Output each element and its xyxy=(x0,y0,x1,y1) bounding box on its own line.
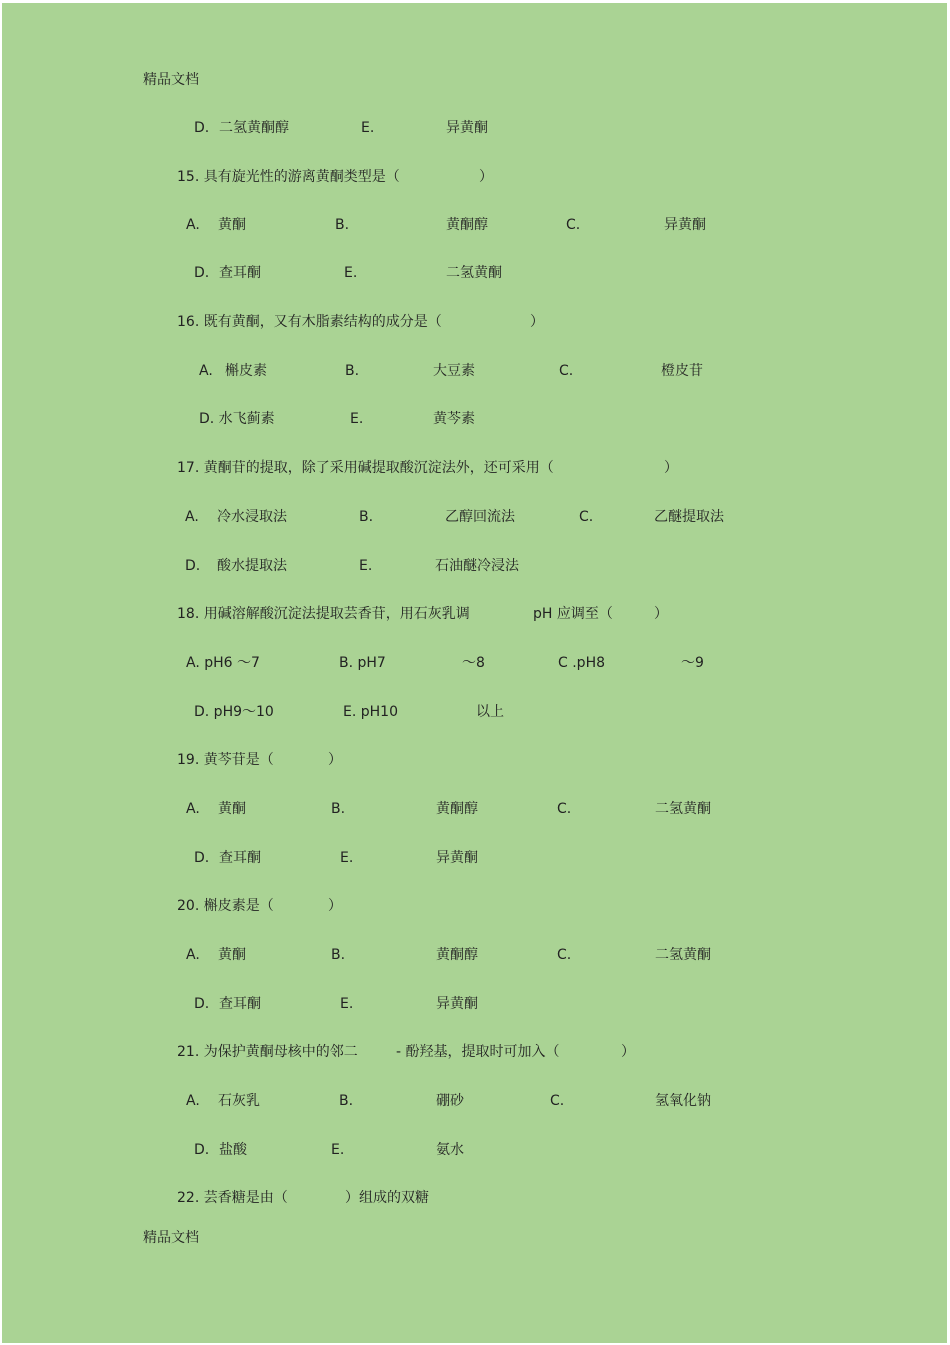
q21-option-d: 盐酸 xyxy=(219,1142,247,1158)
q18-option-b-tail: ～8 xyxy=(462,655,485,671)
q17-option-b-label: B. xyxy=(359,509,374,525)
q20-stem: 20. 槲皮素是（ xyxy=(177,898,274,914)
q19-option-b-label: B. xyxy=(331,801,346,817)
watermark-bottom: 精品文档 xyxy=(143,1230,199,1246)
q21-option-c: 氢氧化钠 xyxy=(655,1093,711,1109)
q17-stem: 17. 黄酮苷的提取，除了采用碱提取酸沉淀法外，还可采用（ xyxy=(177,460,554,476)
q19-option-a: 黄酮 xyxy=(218,801,246,817)
q20-option-e-label: E. xyxy=(340,996,354,1012)
q21-close: ） xyxy=(621,1044,635,1060)
q18-option-e-tail: 以上 xyxy=(476,704,504,720)
q21-option-e: 氨水 xyxy=(436,1142,464,1158)
document-page xyxy=(2,3,947,1343)
q19-option-d: 查耳酮 xyxy=(219,850,261,866)
q19-option-b: 黄酮醇 xyxy=(436,801,478,817)
q16-option-c-label: C. xyxy=(559,363,574,379)
q20-option-e: 异黄酮 xyxy=(436,996,478,1012)
q15-option-d-label: D. xyxy=(194,265,210,281)
q16-option-c: 橙皮苷 xyxy=(661,363,703,379)
q15-stem: 15. 具有旋光性的游离黄酮类型是（ xyxy=(177,169,400,185)
q15-option-e-label: E. xyxy=(344,265,358,281)
q16-option-e: 黄芩素 xyxy=(433,411,475,427)
q14-option-e: 异黄酮 xyxy=(446,120,488,136)
q21-option-d-label: D. xyxy=(194,1142,210,1158)
q15-option-c-label: C. xyxy=(566,217,581,233)
q20-option-a: 黄酮 xyxy=(218,947,246,963)
q19-option-e: 异黄酮 xyxy=(436,850,478,866)
q17-option-e: 石油醚冷浸法 xyxy=(435,558,519,574)
q17-option-a: 冷水浸取法 xyxy=(217,509,287,525)
q19-option-d-label: D. xyxy=(194,850,210,866)
q16-option-a-label: A. xyxy=(199,363,213,379)
q15-option-b-label: B. xyxy=(335,217,350,233)
q16-stem: 16. 既有黄酮，又有木脂素结构的成分是（ xyxy=(177,314,442,330)
q19-stem: 19. 黄芩苷是（ xyxy=(177,752,274,768)
q15-option-e: 二氢黄酮 xyxy=(446,265,502,281)
q17-option-b: 乙醇回流法 xyxy=(445,509,515,525)
q21-option-b-label: B. xyxy=(339,1093,354,1109)
q21-option-b: 硼砂 xyxy=(436,1093,464,1109)
q20-close: ） xyxy=(328,898,342,914)
q20-option-a-label: A. xyxy=(186,947,200,963)
q21-option-a: 石灰乳 xyxy=(218,1093,260,1109)
q20-option-c: 二氢黄酮 xyxy=(655,947,711,963)
q18-option-d: D. pH9～10 xyxy=(194,704,274,720)
q14-option-d-label: D. xyxy=(194,120,210,136)
q20-option-b: 黄酮醇 xyxy=(436,947,478,963)
q14-option-d: 二氢黄酮醇 xyxy=(219,120,289,136)
q15-close: ） xyxy=(479,169,493,185)
q21-option-e-label: E. xyxy=(331,1142,345,1158)
q16-option-b-label: B. xyxy=(345,363,360,379)
q15-option-a-label: A. xyxy=(186,217,200,233)
q20-option-d-label: D. xyxy=(194,996,210,1012)
q17-option-d-label: D. xyxy=(185,558,201,574)
q15-option-c: 异黄酮 xyxy=(664,217,706,233)
q16-close: ） xyxy=(530,314,544,330)
q17-option-c: 乙醚提取法 xyxy=(654,509,724,525)
q20-option-c-label: C. xyxy=(557,947,572,963)
q18-stem: 18. 用碱溶解酸沉淀法提取芸香苷，用石灰乳调 xyxy=(177,606,470,622)
q21-stem: 21. 为保护黄酮母核中的邻二 xyxy=(177,1044,358,1060)
q14-option-e-label: E. xyxy=(361,120,375,136)
q19-option-a-label: A. xyxy=(186,801,200,817)
q17-close: ） xyxy=(664,460,678,476)
q18-option-a: A. pH6 ～7 xyxy=(186,655,260,671)
q19-close: ） xyxy=(328,752,342,768)
q22-stem: 22. 芸香糖是由（ xyxy=(177,1190,288,1206)
q15-option-d: 查耳酮 xyxy=(219,265,261,281)
q21-option-a-label: A. xyxy=(186,1093,200,1109)
q18-option-c-tail: ～9 xyxy=(681,655,704,671)
q16-option-d: D. 水飞蓟素 xyxy=(199,411,275,427)
q17-option-c-label: C. xyxy=(579,509,594,525)
q19-option-c-label: C. xyxy=(557,801,572,817)
q20-option-d: 查耳酮 xyxy=(219,996,261,1012)
q18-close: ） xyxy=(654,606,668,622)
q22-stem-continued: ）组成的双糖 xyxy=(345,1190,429,1206)
q16-option-b: 大豆素 xyxy=(433,363,475,379)
q15-option-a: 黄酮 xyxy=(218,217,246,233)
q19-option-e-label: E. xyxy=(340,850,354,866)
q21-option-c-label: C. xyxy=(550,1093,565,1109)
q18-option-c: C .pH8 xyxy=(558,655,605,671)
watermark-top: 精品文档 xyxy=(143,72,199,88)
q17-option-e-label: E. xyxy=(359,558,373,574)
q16-option-e-label: E. xyxy=(350,411,364,427)
q17-option-d: 酸水提取法 xyxy=(217,558,287,574)
q20-option-b-label: B. xyxy=(331,947,346,963)
q18-option-e: E. pH10 xyxy=(343,704,398,720)
q21-stem-continued: - 酚羟基，提取时可加入（ xyxy=(396,1044,560,1060)
q19-option-c: 二氢黄酮 xyxy=(655,801,711,817)
q15-option-b: 黄酮醇 xyxy=(446,217,488,233)
q17-option-a-label: A. xyxy=(185,509,199,525)
q18-stem-continued: pH 应调至（ xyxy=(533,606,613,622)
q18-option-b: B. pH7 xyxy=(339,655,386,671)
q16-option-a: 槲皮素 xyxy=(225,363,267,379)
